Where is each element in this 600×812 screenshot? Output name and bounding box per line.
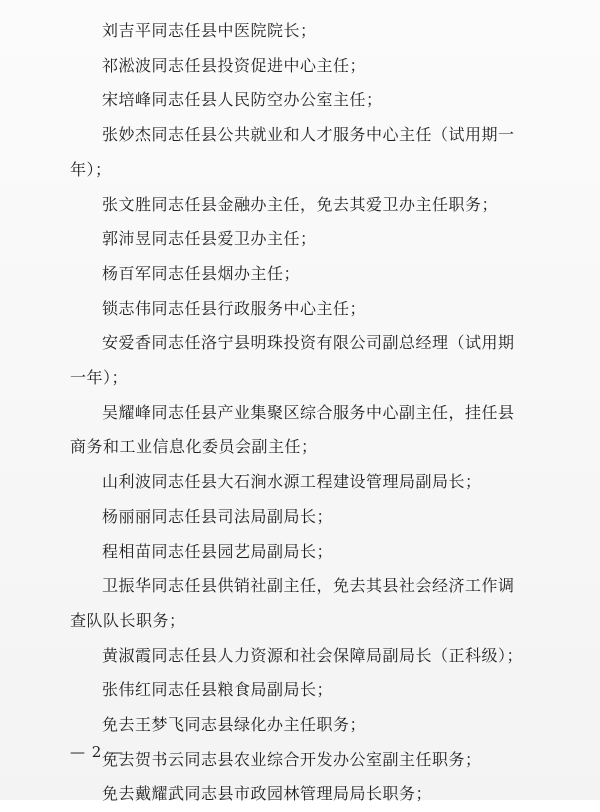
appointment-line: 程相苗同志任县园艺局副局长； <box>102 541 334 561</box>
appointment-line-continuation: 年）； <box>70 159 112 179</box>
appointment-line: 安爱香同志任洛宁县明珠投资有限公司副总经理（试用期 <box>102 333 515 353</box>
appointment-line: 郭沛昱同志任县爱卫办主任； <box>102 229 317 249</box>
appointment-line-continuation: 查队队长职务； <box>70 610 186 630</box>
appointment-line-continuation: 商务和工业信息化委员会副主任； <box>70 437 318 457</box>
appointment-line: 祁淞波同志任县投资促进中心主任； <box>102 55 367 75</box>
appointment-line: 张妙杰同志任县公共就业和人才服务中心主任（试用期一 <box>102 125 515 145</box>
appointment-line: 杨百军同志任县烟办主任； <box>102 263 301 283</box>
document-body <box>70 14 562 812</box>
page-number: — 2 — <box>70 743 125 761</box>
appointment-line: 山利波同志任县大石涧水源工程建设管理局副局长； <box>102 472 482 492</box>
appointment-line: 吴耀峰同志任县产业集聚区综合服务中心副主任，挂任县 <box>102 402 515 422</box>
appointment-line: 锁志伟同志任县行政服务中心主任； <box>102 298 367 318</box>
appointment-line: 刘吉平同志任县中医院院长； <box>102 21 317 40</box>
dismissal-line: 免去贺书云同志县农业综合开发办公室副主任职务； <box>102 749 482 769</box>
dismissal-line: 免去王梦飞同志县绿化办主任职务； <box>102 715 367 735</box>
appointment-line: 张伟红同志任县粮食局副局长； <box>102 680 334 700</box>
appointment-line: 张文胜同志任县金融办主任，免去其爱卫办主任职务； <box>102 194 499 214</box>
appointment-line: 黄淑霞同志任县人力资源和社会保障局副局长（正科级）； <box>102 645 524 665</box>
appointment-line: 宋培峰同志任县人民防空办公室主任； <box>102 90 383 110</box>
appointment-line-continuation: 一年）； <box>70 368 129 388</box>
dismissal-line: 免去戴耀武同志县市政园林管理局局长职务； <box>102 784 433 804</box>
appointment-line: 卫振华同志任县供销社副主任，免去其县社会经济工作调 <box>102 576 515 596</box>
appointment-line: 杨丽丽同志任县司法局副局长； <box>102 506 334 526</box>
